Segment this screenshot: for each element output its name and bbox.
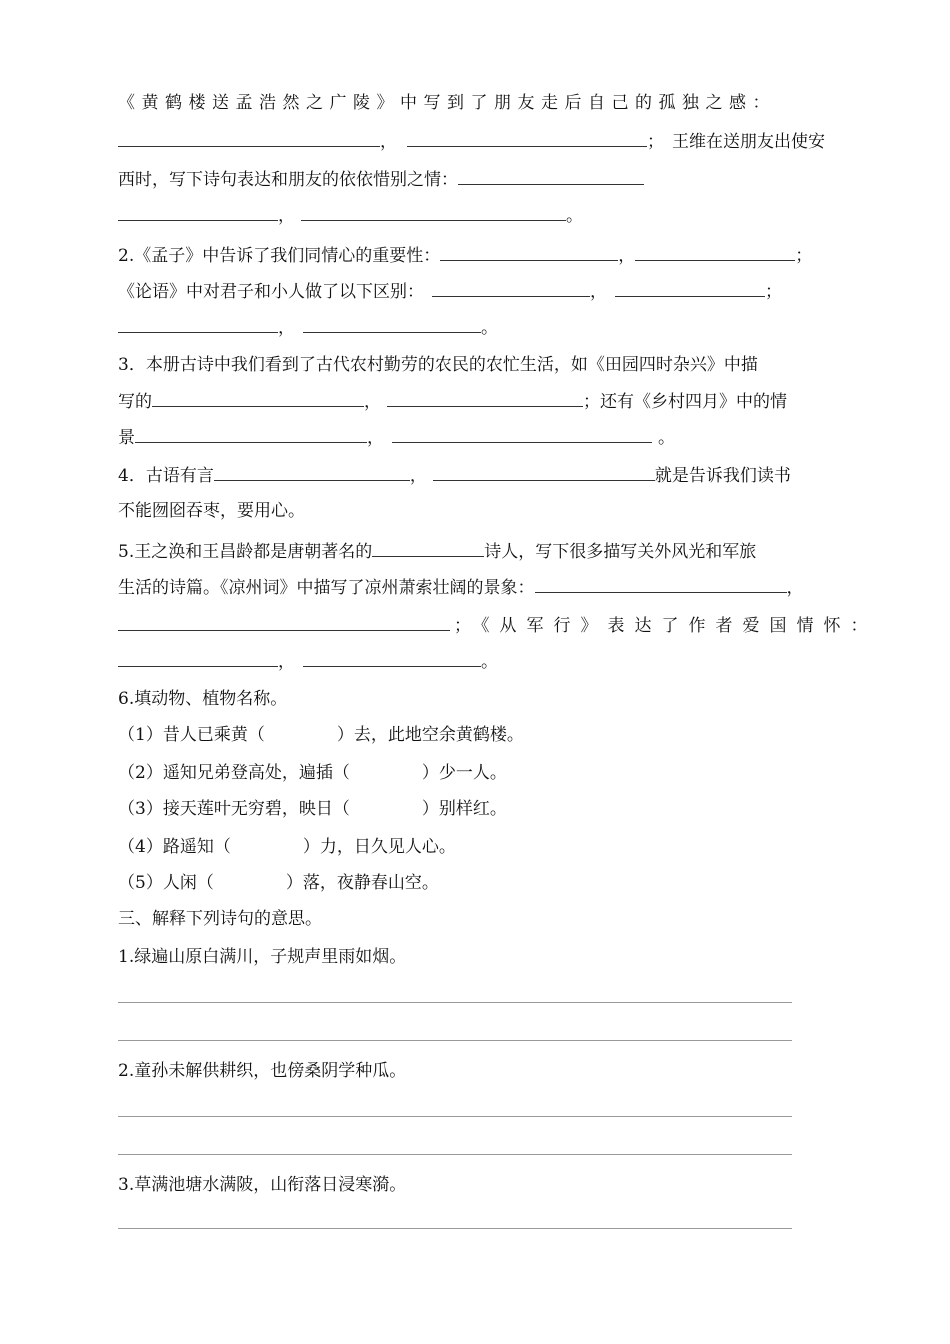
q5-blank-4[interactable] (118, 648, 278, 667)
q1-line1 (118, 90, 776, 116)
answer-line[interactable] (118, 1116, 792, 1117)
q1-wangwei-text: 王维在送朋友出使安 (672, 132, 825, 152)
q1-blank-1[interactable] (118, 128, 380, 147)
q3-line1-text: 3．本册古诗中我们看到了古代农村勤劳的农民的农忙生活，如《田园四时杂兴》中描 (118, 355, 758, 375)
section3-item-3 (118, 1172, 406, 1198)
q6-item-5 (118, 870, 439, 896)
q2-line1-text: 2.《孟子》中告诉了我们同情心的重要性： (118, 246, 441, 266)
q2-blank-2[interactable] (635, 242, 795, 261)
comma: ， (786, 578, 804, 598)
q6-item-4 (118, 834, 456, 860)
q5-blank-5[interactable] (303, 648, 481, 667)
answer-line[interactable] (118, 1002, 792, 1003)
q4-blank-1[interactable] (214, 462, 410, 481)
period: 。 (481, 652, 498, 672)
answer-line[interactable] (118, 1040, 792, 1041)
comma: ， (618, 246, 636, 266)
q1-blank-5[interactable] (301, 202, 566, 221)
q5-line3b-text: ；《从军行》表达了作者爱国情怀： (454, 616, 878, 636)
q5-line1 (118, 538, 756, 564)
answer-line[interactable] (118, 1154, 792, 1155)
q3-line2a-text: 写的 (118, 392, 152, 412)
comma: ， (590, 282, 607, 302)
q6-title-text: 6.填动物、植物名称。 (118, 689, 288, 709)
q6-item-2 (118, 760, 507, 786)
q6-item-pre: （5）人闲（ (118, 873, 214, 893)
section3-title-text: 三、解释下列诗句的意思。 (118, 909, 322, 929)
q2-line1 (118, 242, 812, 268)
q3-line1 (118, 352, 758, 378)
q6-item-post: ）落，夜静春山空。 (285, 873, 439, 893)
q1-line4 (118, 202, 583, 228)
q3-blank-1[interactable] (152, 388, 364, 407)
q1-blank-2[interactable] (407, 128, 647, 147)
q6-item-1 (118, 722, 524, 748)
q5-line3 (118, 612, 878, 638)
section3-item-2 (118, 1058, 406, 1084)
period: 。 (658, 428, 675, 448)
section3-title (118, 906, 322, 932)
q6-item-post: ）少一人。 (421, 763, 507, 783)
q2-line3 (118, 314, 498, 340)
q3-line3a-text: 景 (118, 428, 135, 448)
q4-line1 (118, 462, 791, 488)
poem-line-1: 1.绿遍山原白满川，子规声里雨如烟。 (118, 947, 407, 967)
answer-line[interactable] (118, 1228, 792, 1229)
poem-line-2: 2.童孙未解供耕织，也傍桑阴学种瓜。 (118, 1061, 407, 1081)
semicolon: ； (795, 246, 813, 266)
q1-blank-3[interactable] (458, 166, 644, 185)
q6-item-3 (118, 796, 507, 822)
q3-line3 (118, 424, 675, 450)
q6-item-pre: （3）接天莲叶无穷碧，映日（ (118, 799, 350, 819)
comma: ， (380, 132, 397, 152)
q5-blank-2[interactable] (535, 574, 787, 593)
q1-blank-4[interactable] (118, 202, 278, 221)
q5-line1a-text: 5.王之涣和王昌龄都是唐朝著名的 (118, 542, 373, 562)
comma: ， (278, 206, 295, 226)
q4-line2 (118, 498, 305, 524)
q5-line1b-text: 诗人，写下很多描写关外风光和军旅 (484, 542, 757, 562)
comma: ， (409, 466, 427, 486)
q2-blank-4[interactable] (615, 278, 765, 297)
semicolon: ； (647, 132, 664, 152)
q6-item-pre: （1）昔人已乘黄（ (118, 725, 265, 745)
q6-item-post: ）去，此地空余黄鹤楼。 (336, 725, 524, 745)
q1-prompt-text: 《黄鹤楼送孟浩然之广陵》中写到了朋友走后自己的孤独之感： (118, 93, 776, 113)
q2-line2 (118, 278, 782, 304)
q6-item-post: ）力，日久见人心。 (302, 837, 456, 857)
q3-line2 (118, 388, 787, 414)
q5-line2-text: 生活的诗篇。《凉州词》中描写了凉州萧索壮阔的景象： (118, 578, 535, 598)
q2-blank-5[interactable] (118, 314, 278, 333)
q1-line3-text: 西时，写下诗句表达和朋友的依依惜别之情： (118, 170, 458, 190)
q4-line2-text: 不能囫囵吞枣，要用心。 (118, 501, 305, 521)
comma: ， (278, 652, 295, 672)
q2-blank-3[interactable] (432, 278, 590, 297)
comma: ， (364, 392, 381, 412)
q6-title (118, 686, 287, 712)
q3-blank-4[interactable] (392, 424, 652, 443)
q2-line2-text: 《论语》中对君子和小人做了以下区别： (118, 282, 424, 302)
semicolon: ； (765, 282, 782, 302)
q5-blank-3[interactable] (118, 612, 450, 631)
q5-line4 (118, 648, 498, 674)
q4-blank-2[interactable] (433, 462, 655, 481)
q6-item-pre: （4）路遥知（ (118, 837, 231, 857)
q3-blank-2[interactable] (387, 388, 583, 407)
comma: ， (278, 318, 295, 338)
q1-line2 (118, 128, 825, 154)
section3-item-1 (118, 944, 406, 970)
q6-item-pre: （2）遥知兄弟登高处，遍插（ (118, 763, 350, 783)
q2-blank-6[interactable] (303, 314, 481, 333)
comma: ， (367, 428, 384, 448)
q5-line2 (118, 574, 804, 600)
q1-line3 (118, 166, 644, 192)
q5-blank-1[interactable] (372, 538, 484, 557)
period: 。 (481, 318, 498, 338)
q2-blank-1[interactable] (440, 242, 618, 261)
period: 。 (566, 206, 583, 226)
q3-line2b-text: ；还有《乡村四月》中的情 (583, 392, 787, 412)
q4-line1a-text: 4．古语有言 (118, 466, 214, 486)
q6-item-post: ）别样红。 (421, 799, 507, 819)
q4-line1b-text: 就是告诉我们读书 (654, 466, 791, 486)
poem-line-3: 3.草满池塘水满陂，山衔落日浸寒漪。 (118, 1175, 407, 1195)
q3-blank-3[interactable] (135, 424, 367, 443)
